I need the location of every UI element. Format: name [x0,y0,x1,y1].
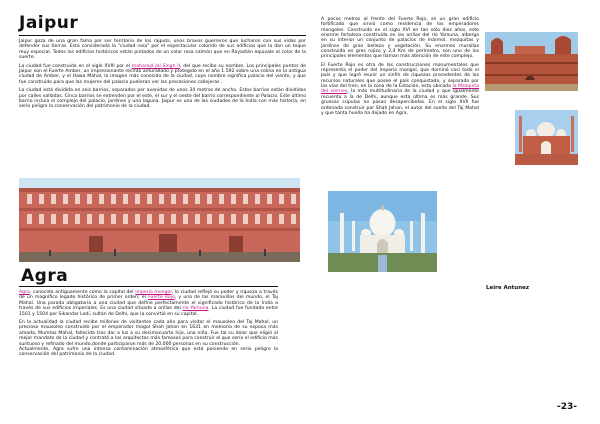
right-paragraph-2 [321,63,479,116]
jaipur-title-rule [19,35,306,36]
link-fuerte-rojo[interactable]: Fuerte Rojo [148,295,175,301]
jaipur-title: Jaipur [19,13,79,33]
author-name: Leire Antunez [486,285,530,291]
agra-paragraph-1 [19,290,278,317]
jaipur-text [19,39,306,113]
jaipur-paragraph-1: Jaipur goza de una gran fama por ser territorio de los rajputs, unos bravos guerreros que lucharon con sus vidas por defender sus tierras. Esta considerada la "ciudad rosa" por el espectacular colorido de sus edificios que la dan un toque muy especial. Todos los edificios históricos están pintados de un color rosa salmón que en Rayastán equivale al color de la suerte. [19,39,306,61]
agra-p1-text-d: . La ciudad fue fundada entre 1501 y 1504 por Sikandar Lodi, sultán de Delhi, que la convirtió en su capital. [19,306,278,317]
agra-p1-text-a: , conocida antiguamente como la capital del [29,290,136,295]
jaipur-paragraph-3: La ciudad está dividida en seis barrios, separados por avenidas de unos 34 metros de ancho. Estos barrios están divididos por calles valladas. Cinco barrios se extienden por el este, el sur y el oeste del barrio correspondiente al Palacio. Este último barrio incluía el complejo del palacio, jardines y una laguna. Jaipur es una de las ciudades de la India con más historia, en serio peligro la conservación del patrimonio de la ciudad. [19,88,306,110]
page-number: -23- [557,402,577,412]
link-mezquita-del-viernes[interactable]: la Mezquita del viernes [321,84,479,95]
agra-text [19,290,278,361]
agra-p1-text-b: , la ciudad reflejó su poder y riqueza a través de un magnífico legado histórico de primer orden; el [19,290,278,301]
right-p2-text-b: , la más multitudinaria de la ciudad y que igualmente recuerda a la de Delhi, aunque esta última es más grande. Sus gruesas cúpulas no pasan desapercibidas. En el siglo XVII fue ordenada construir por Shah Jahan, el autor del sueño del Taj Mahal y que tanta huella ha dejado en Agra. [321,89,479,116]
link-rio-yamuna[interactable]: río Yamuna [182,306,209,312]
right-text [321,17,479,119]
jaipur-paragraph-2 [19,64,306,86]
right-p2-text-a: El Fuerte Rojo es otra de las construcciones monumentales que representa el poder del imperio mongol, que dominó casi todo el país y que logró reunir un sinfín de riquezas procedentes de los recursos naturales que posee el país conquistado, y separado por las vías del tren, en la zona de la Estación, esta ubicada [321,62,479,90]
agra-title: Agra [21,266,69,286]
right-paragraph-1: A pocos metros al frente del Fuerte Rojo, se un gran edificio fortificado que sirvió como residencia de los emperadores mongoles. Construido en el siglo XVI en tan sólo diez años, este enorme fortaleza construida en las orillas del río Yamuna, alberga en su interior un conjunto de palacios de mármol, mezquitas y jardines de gran belleza y vegetación. Su enormes murallas construida en gres rojizo y 2,4 Km de perímetro, son uno de los principales elementos que llaman más atención de este complejo. [321,17,479,60]
agra-paragraph-3: Actualmente, Agra sufre una intensa contaminación atmosférica que está poniendo en serio peligro la conservación del patrimonio de la ciudad. [19,347,278,358]
taj-mahal-photo [328,191,437,272]
agra-p1-text-c: , y una de las maravillas del mundo, el Taj Mahal. Una parada obligatoria a una ciudad que define perfectamente el significado histórico de la India a través de sus edificios imperiales. Es una ciudad situada a orillas del [19,295,278,312]
link-agra[interactable]: Agra [19,290,30,295]
mosque-photo [515,110,578,165]
agra-title-rule [19,286,278,287]
jaipur-p2-text-a: La ciudad fue construida en el siglo XVIII por el [19,63,132,69]
hawa-mahal-photo [19,178,300,262]
jaipur-p2-text-b: , del que recibe su nombre. Los principales puntos de Jaipur son el Fuerte Amber, un impresionante recinto amurallado y protegido en el año 1.592 sobre una colina en la antigua ciudad de Amber, y el Hawa Mahal, la imagen más conocida de la ciudad, cuyo nombre significa palacio del viento, y que fue construido para que las mujeres del palacio pudieran ver las procesiones callejeras . [19,63,307,85]
link-imperio-mongol[interactable]: imperio mongol [135,290,172,295]
link-maharaja[interactable]: maharajá Jai Singh II [131,63,180,69]
agra-paragraph-2: En la actualidad la ciudad recibe millones de visitantes cada año para visitar el mausoleo del Taj Mahal, un precioso mausoleo construido por el emperador mogol Shah Jahan en 1631 en memoria de su esposa más amada, Mumtaz Mahal, fallecida tras dar a luz a su decimocuarto hijo, una niña. Fue tal su dolor que eligió al mejor mandato de la ciudad y contrató a los arquitectos más famosos para construir el que sería el edificio más suntuoso y refinado del mundo,donde participaron más de 20.000 personas en su construcción. [19,320,278,347]
red-fort-photo [485,32,578,91]
